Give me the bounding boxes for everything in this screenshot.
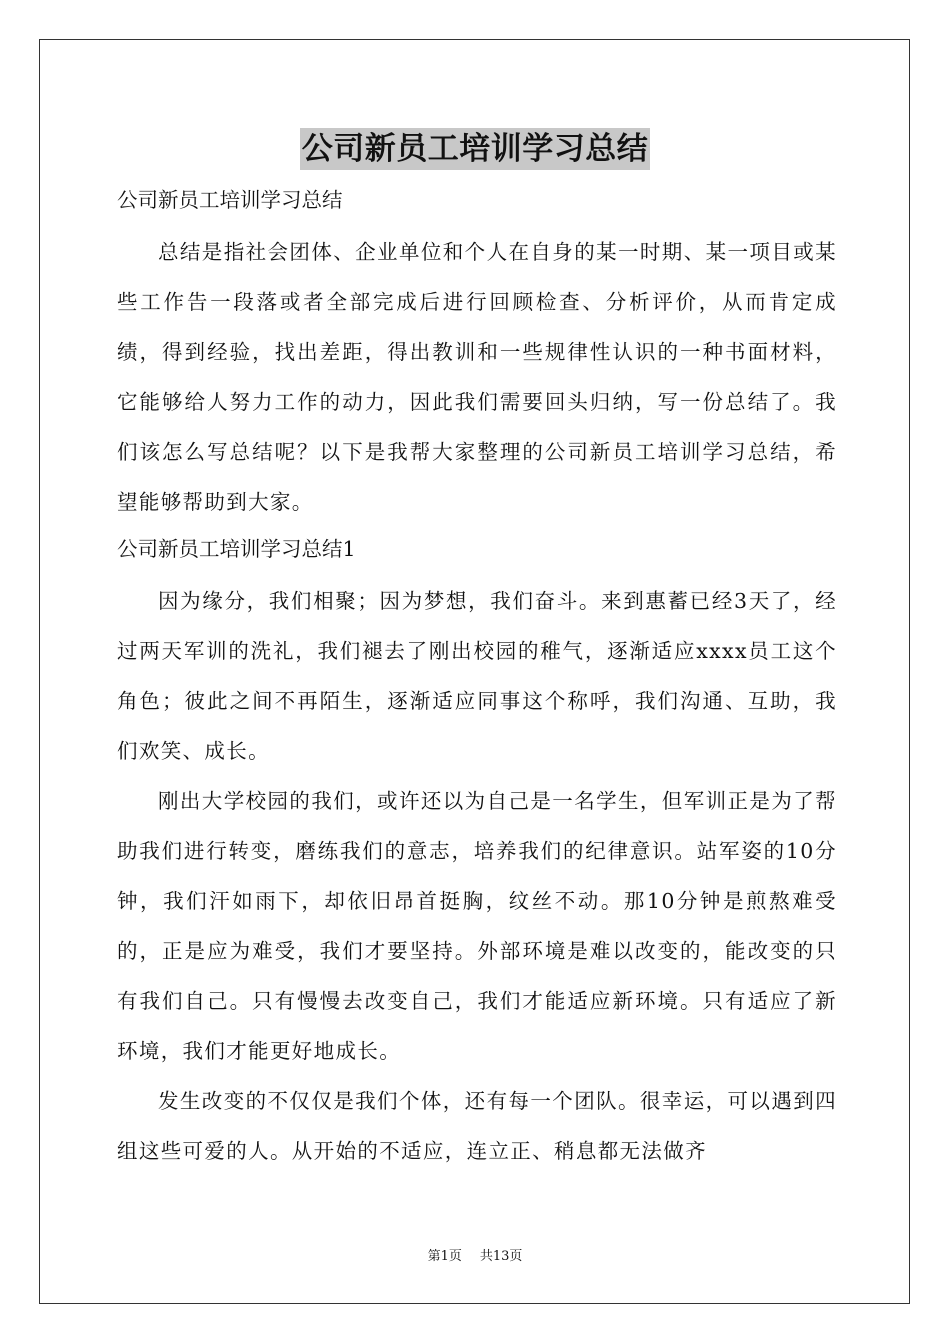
document-title: 公司新员工培训学习总结: [300, 128, 651, 170]
paragraph-body-2: 刚出大学校园的我们，或许还以为自己是一名学生，但军训正是为了帮助我们进行转变，磨练我们的意志，培养我们的纪律意识。站军姿的10分钟，我们汗如雨下，却依旧昂首挺胸，纹丝不动。那10分钟是煎熬难受的，正是应为难受，我们才要坚持。外部环境是难以改变的，能改变的只有我们自己。只有慢慢去改变自己，我们才能适应新环境。只有适应了新环境，我们才能更好地成长。: [117, 789, 837, 1063]
section-heading-intro: 公司新员工培训学习总结: [117, 188, 343, 212]
paragraph-intro: 总结是指社会团体、企业单位和个人在自身的某一时期、某一项目或某些工作告一段落或者全部完成后进行回顾检查、分析评价，从而肯定成绩，得到经验，找出差距，得出教训和一些规律性认识的一种书面材料，它能够给人努力工作的动力，因此我们需要回头归纳，写一份总结了。我们该怎么写总结呢？以下是我帮大家整理的公司新员工培训学习总结，希望能够帮助到大家。: [117, 240, 837, 514]
page-footer: [0, 1248, 950, 1266]
paragraph-body-3: 发生改变的不仅仅是我们个体，还有每一个团队。很幸运，可以遇到四组这些可爱的人。从开始的不适应，连立正、稍息都无法做齐: [117, 1089, 837, 1163]
page-total: 共13页: [479, 1249, 523, 1264]
section-heading-1: 公司新员工培训学习总结1: [117, 537, 356, 561]
page-number: 第1页: [427, 1249, 462, 1264]
document-body: [117, 182, 837, 1176]
paragraph-body-1: 因为缘分，我们相聚；因为梦想，我们奋斗。来到惠蓄已经3天了，经过两天军训的洗礼，我们褪去了刚出校园的稚气，逐渐适应xxxx员工这个角色；彼此之间不再陌生，逐渐适应同事这个称呼，我们沟通、互助，我们欢笑、成长。: [117, 589, 837, 763]
title-wrap: [0, 128, 950, 170]
